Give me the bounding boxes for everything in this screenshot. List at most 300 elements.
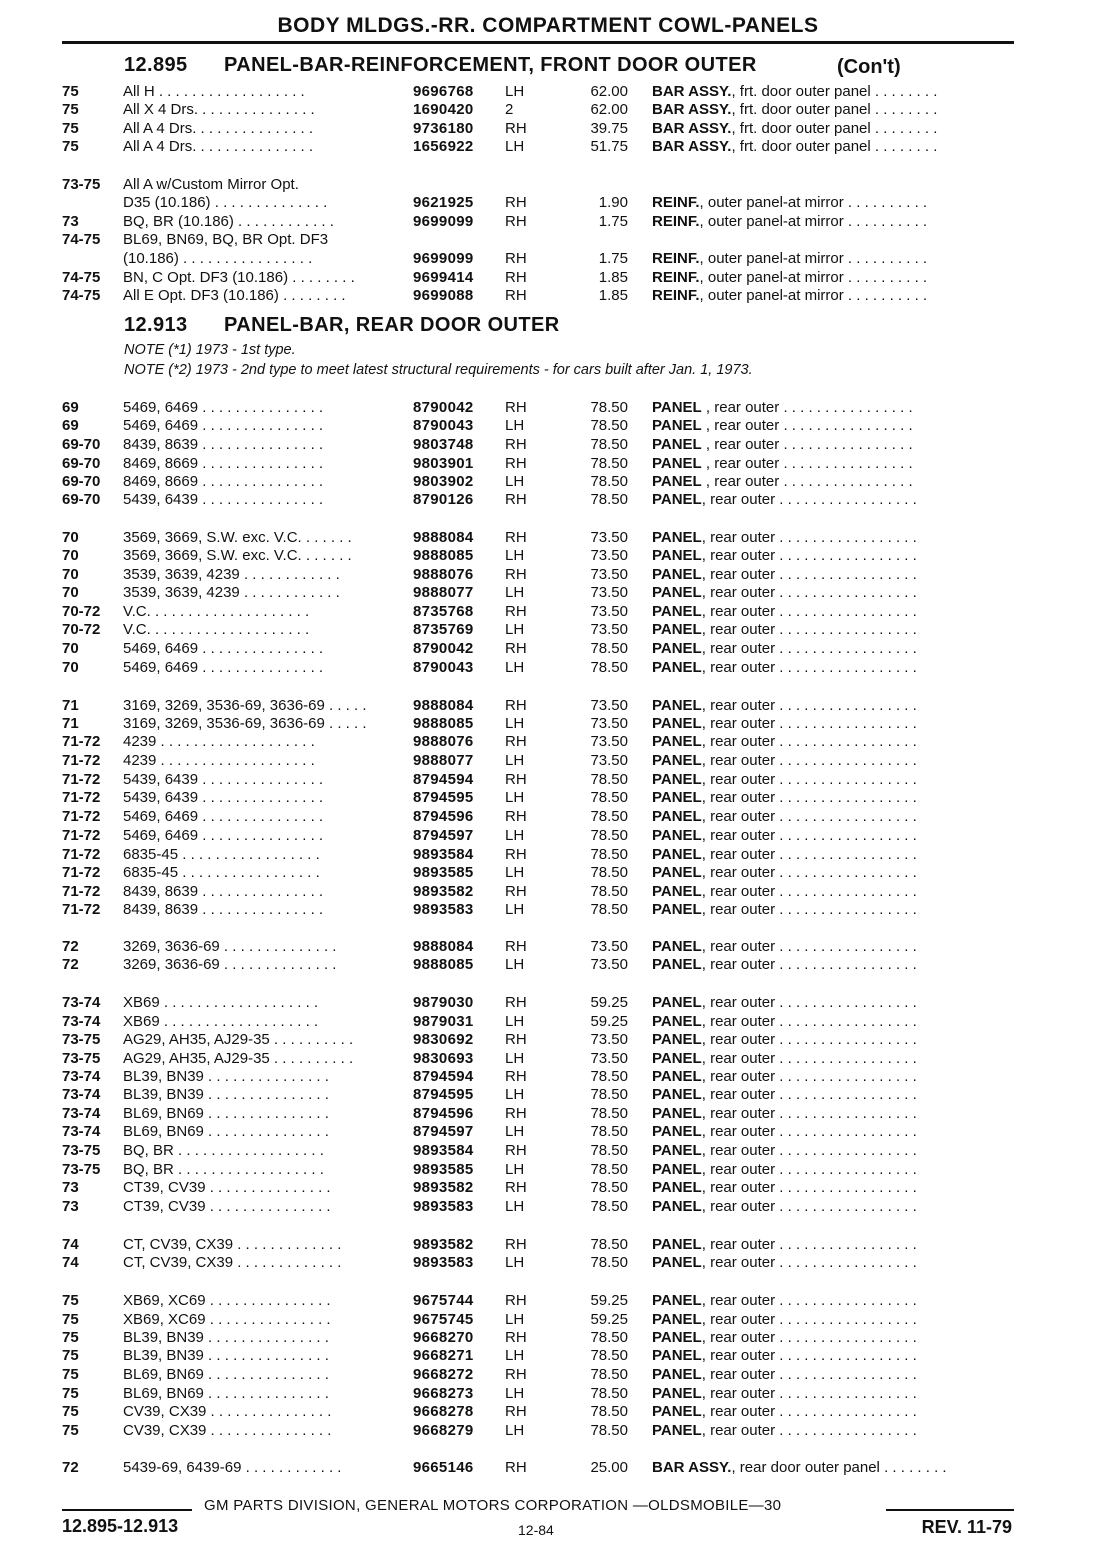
row-price: 78.50 [590,771,628,788]
leader-dots: . . . . . . . . . . . . . . . . [779,399,913,416]
row-description [652,715,1016,733]
row-model-text: 6835-45 [123,864,179,881]
row-description-main: PANEL [652,473,702,490]
row-price: 73.50 [590,956,628,973]
row-price: 73.50 [590,603,628,620]
row-side: RH [505,938,527,955]
row-description-main: PANEL [652,1403,702,1420]
table-row [0,399,1096,417]
leader-dots: . . . . . . . . . . . . . . . [198,417,324,434]
table-row [0,1311,1096,1329]
row-description [652,529,1016,547]
row-model-text: 8439, 8639 [123,883,199,900]
row-model-text: 5469, 6469 [123,399,199,416]
leader-dots: . . . . . . . . . . . . . . . . . [775,1123,917,1140]
row-description [652,1013,1016,1031]
row-model [123,138,391,156]
row-model [123,455,391,473]
row-model [123,436,391,454]
section-continued-label: (Con't) [837,56,901,78]
row-year: 73 [62,213,79,230]
leader-dots: . . . . . . . . . . . . . . . . . [775,994,917,1011]
leader-dots: . . . . . . . . . . [269,1050,354,1067]
row-model [123,1179,391,1197]
row-part-number: 8794596 [413,1105,474,1122]
row-description-rest: , outer panel-at mirror [699,250,844,267]
row-description-rest: , rear outer [701,436,780,453]
row-description-rest: , rear outer [701,529,776,546]
row-year: 72 [62,956,79,973]
row-year: 74-75 [62,231,101,248]
row-description [652,1050,1016,1068]
row-model [123,938,391,956]
row-side: LH [505,659,525,676]
row-description-rest: , rear outer [701,994,776,1011]
table-row [0,640,1096,658]
row-description-main: PANEL [652,529,702,546]
row-year: 73 [62,1179,79,1196]
row-part-number: 9668273 [413,1385,474,1402]
row-year: 75 [62,1329,79,1346]
leader-dots: . . . . . . . . . . . . . [233,1254,342,1271]
leader-dots: . . . . . . . . . . . . . . . . . [775,529,917,546]
table-row [0,231,1096,249]
row-description-main: PANEL [652,697,702,714]
row-year: 75 [62,1366,79,1383]
row-price: 62.00 [590,101,628,118]
row-price: 1.90 [598,194,628,211]
leader-dots: . . . . . . . . . . . . . . . [203,1086,329,1103]
row-model [123,213,391,231]
row-model [123,1236,391,1254]
row-description [652,399,1016,417]
row-year: 73-74 [62,1068,101,1085]
row-model-text: 5439-69, 6439-69 [123,1459,242,1476]
table-row [0,1198,1096,1216]
table-row [0,1347,1096,1365]
leader-dots: . . . . . . . . . . . . . . . . . [775,603,917,620]
leader-dots: . . . . . . . . . . . . [239,584,340,601]
row-price: 1.75 [598,213,628,230]
row-part-number: 9668272 [413,1366,474,1383]
row-model [123,417,391,435]
row-price: 78.50 [590,827,628,844]
row-description [652,101,1016,119]
row-year: 74 [62,1236,79,1253]
leader-dots: . . . . . . . . . . . . . . . [205,1179,331,1196]
row-description-main: PANEL [652,640,702,657]
row-description-rest: , rear outer [701,1068,776,1085]
row-side: RH [505,213,527,230]
row-price: 78.50 [590,1105,628,1122]
row-price: 59.25 [590,1292,628,1309]
table-row [0,566,1096,584]
leader-dots: . . . . . . . . . . . . . . . . . [178,846,320,863]
row-description-main: PANEL [652,659,702,676]
table-row [0,621,1096,639]
table-row [0,1031,1096,1049]
leader-dots: . . . . . . . . . . . . . . [196,138,314,155]
row-year: 70-72 [62,603,101,620]
row-description-rest: , rear outer [701,1198,776,1215]
row-description-rest: , rear outer [701,789,776,806]
leader-dots: . . . . . . . . . . . . . . . [198,491,324,508]
row-description-main: REINF. [652,269,700,286]
row-description-rest: , rear outer [701,715,776,732]
table-row [0,956,1096,974]
leader-dots: . . . . . . . . [278,287,346,304]
section-title: PANEL-BAR-REINFORCEMENT, FRONT DOOR OUTER [224,54,757,76]
leader-dots: . . . . . . . . . . . . . . . [198,771,324,788]
row-description-main: PANEL [652,733,702,750]
leader-dots: . . . . . . . . . . . . . . . . . [775,938,917,955]
row-description-main: PANEL [652,827,702,844]
row-description [652,1311,1016,1329]
table-row [0,752,1096,770]
row-description-main: PANEL [652,1050,702,1067]
row-description [652,213,1016,231]
leader-dots: . . . . . . . . . . . . . . . . . [178,864,320,881]
row-year: 73-75 [62,1050,101,1067]
row-model-text: BL39, BN39 [123,1068,204,1085]
row-part-number: 9893582 [413,883,474,900]
leader-dots: . . . . . . . . [870,83,938,100]
row-description-main: REINF. [652,287,700,304]
row-price: 25.00 [590,1459,628,1476]
row-description [652,827,1016,845]
row-description-main: PANEL [652,938,702,955]
row-price: 78.50 [590,436,628,453]
row-description-rest: , outer panel-at mirror [699,269,844,286]
row-side: RH [505,994,527,1011]
row-year: 71-72 [62,789,101,806]
row-side: LH [505,547,525,564]
row-description-rest: , rear outer [701,808,776,825]
row-price: 1.85 [598,287,628,304]
row-description-rest: , rear outer [701,491,776,508]
row-part-number: 9668278 [413,1403,474,1420]
row-description [652,1347,1016,1365]
row-description-rest: , rear outer [701,455,780,472]
row-year: 71-72 [62,864,101,881]
table-row [0,1385,1096,1403]
row-part-number: 9668279 [413,1422,474,1439]
row-year: 71 [62,697,79,714]
row-description [652,194,1016,212]
leader-dots: . . . . . . . . . . . . . . . . . [775,1385,917,1402]
row-price: 78.50 [590,1198,628,1215]
row-side: RH [505,491,527,508]
row-side: LH [505,864,525,881]
row-year: 69-70 [62,491,101,508]
leader-dots: . . . . . . . . . . . . . . . . . . . [159,1013,319,1030]
row-year: 71-72 [62,901,101,918]
row-side: RH [505,808,527,825]
table-row [0,1292,1096,1310]
row-price: 73.50 [590,938,628,955]
row-description-rest: , outer panel-at mirror [699,287,844,304]
row-part-number: 8794597 [413,827,474,844]
note-line: NOTE (*1) 1973 - 1st type. [124,342,296,358]
leader-dots: . . . . . . . . . . . . . . . . . . [173,1161,324,1178]
leader-dots: . . . . . . . . . . . . . . . . . [775,491,917,508]
row-description-main: PANEL [652,771,702,788]
row-part-number: 8790042 [413,640,474,657]
leader-dots: . . . . . . . . . . . . . . . . . [775,846,917,863]
page-header-title: BODY MLDGS.-RR. COMPARTMENT COWL-PANELS [277,14,819,37]
row-model-text: AG29, AH35, AJ29-35 [123,1031,270,1048]
leader-dots: . . . . . . . . . . . . . [233,1236,342,1253]
footer-section-range: 12.895-12.913 [62,1516,179,1536]
table-row [0,269,1096,287]
section-title: PANEL-BAR, REAR DOOR OUTER [224,314,560,336]
row-side: LH [505,752,525,769]
row-description-main: PANEL [652,621,702,638]
row-price: 78.50 [590,1123,628,1140]
row-description [652,1198,1016,1216]
row-part-number: 9888077 [413,584,474,601]
row-year: 69-70 [62,473,101,490]
leader-dots: . . . . . . . . . . . . . . . . . [775,1068,917,1085]
leader-dots: . . . . . . . . . . [843,269,928,286]
row-part-number: 9888076 [413,733,474,750]
row-description-rest: , rear outer [701,1366,776,1383]
row-year: 73-74 [62,1123,101,1140]
row-model [123,1105,391,1123]
leader-dots: . . . . . . [301,529,352,546]
row-model-text: XB69 [123,994,160,1011]
row-model [123,603,391,621]
row-side: RH [505,287,527,304]
leader-dots: . . . . . . . . . . . . . . . . . [775,1422,917,1439]
row-description-rest: , rear outer [701,566,776,583]
row-model [123,1123,391,1141]
row-description [652,901,1016,919]
row-description [652,808,1016,826]
row-price: 78.50 [590,455,628,472]
row-side: LH [505,827,525,844]
row-description [652,789,1016,807]
row-model [123,547,391,565]
row-model-text: XB69, XC69 [123,1311,206,1328]
row-part-number: 8794594 [413,1068,474,1085]
row-model [123,715,391,733]
row-price: 59.25 [590,1311,628,1328]
row-description-rest: , rear outer [701,752,776,769]
row-part-number: 9736180 [413,120,474,137]
row-price: 1.85 [598,269,628,286]
leader-dots: . . . . . . . . . . [269,1031,354,1048]
row-part-number: 9879030 [413,994,474,1011]
leader-dots: . . . . . . . . . . . . . . . [198,883,324,900]
row-model-text: 3569, 3669, S.W. exc. V.C. [123,547,302,564]
leader-dots: . . . . . . . . . . . . . . . . [178,250,313,267]
leader-dots: . . . . . . . . . . . . . . . . . [775,1161,917,1178]
row-description [652,640,1016,658]
row-side: RH [505,566,527,583]
leader-dots: . . . . . . . . . . . . . . . . . [775,1031,917,1048]
row-description-main: PANEL [652,1347,702,1364]
leader-dots: . . . . . . . . . . . . . . . [198,827,324,844]
table-row [0,1142,1096,1160]
leader-dots: . . . . . . . . . . . . . . [198,101,315,118]
row-description-rest: , rear outer [701,883,776,900]
row-year: 71-72 [62,883,101,900]
row-part-number: 8790043 [413,659,474,676]
table-row [0,715,1096,733]
leader-dots: . . . . . . . . . . . . . . . . . [775,1366,917,1383]
row-model-text: BN, C Opt. DF3 (10.186) [123,269,289,286]
row-description [652,1422,1016,1440]
row-description-rest: , rear outer [701,846,776,863]
row-model [123,994,391,1012]
row-model-text: 8469, 8669 [123,473,199,490]
row-price: 78.50 [590,640,628,657]
section-heading-12913 [124,314,560,337]
leader-dots: . . . . . . . . [870,101,938,118]
row-model [123,1086,391,1104]
row-description [652,83,1016,101]
row-model-text: All A w/Custom Mirror Opt. [123,176,299,193]
row-description [652,1179,1016,1197]
row-model [123,1329,391,1347]
row-description-main: BAR ASSY. [652,1459,732,1476]
leader-dots: . . . . . . . . . . . . . . . . [779,455,913,472]
row-side: LH [505,1086,525,1103]
row-year: 70 [62,584,79,601]
row-model [123,231,391,249]
row-model [123,1050,391,1068]
leader-dots: . . . . . . . . [870,120,938,137]
row-description-rest: , rear outer [701,399,780,416]
row-model-text: (10.186) [123,250,179,267]
row-description-main: PANEL [652,603,702,620]
leader-dots: . . . . . . . . . . . . . . . . . . [173,1142,324,1159]
row-side: RH [505,1236,527,1253]
row-description [652,455,1016,473]
row-part-number: 9675744 [413,1292,474,1309]
leader-dots: . . . . . . . . . . . . . . . . . [775,1086,917,1103]
row-model [123,621,391,639]
row-model [123,491,391,509]
row-description [652,733,1016,751]
table-row [0,1161,1096,1179]
row-price: 78.50 [590,1068,628,1085]
table-row [0,491,1096,509]
table-row [0,1068,1096,1086]
row-model-text: BL69, BN69 [123,1105,204,1122]
row-year: 73-74 [62,1086,101,1103]
table-row [0,194,1096,212]
footer-page-number: 12-84 [518,1522,554,1538]
leader-dots: . . . . . . . . [870,138,938,155]
row-year: 70 [62,659,79,676]
row-model-text: CT, CV39, CX39 [123,1236,234,1253]
row-model [123,566,391,584]
row-model [123,1422,391,1440]
row-price: 59.25 [590,994,628,1011]
row-side: LH [505,715,525,732]
row-description [652,1086,1016,1104]
row-description-rest: , rear outer [701,640,776,657]
row-year: 75 [62,83,79,100]
row-description-main: BAR ASSY. [652,120,732,137]
row-description-main: PANEL [652,1123,702,1140]
row-price: 78.50 [590,659,628,676]
leader-dots: . . . . . . . . . . . . . . . . . [775,1105,917,1122]
row-description-rest: , rear outer [701,1385,776,1402]
row-description-main: PANEL [652,1086,702,1103]
row-description-main: PANEL [652,864,702,881]
row-price: 62.00 [590,83,628,100]
row-price: 73.50 [590,752,628,769]
row-description-main: PANEL [652,1311,702,1328]
row-model-text: XB69, XC69 [123,1292,206,1309]
row-description-rest: , rear outer [701,1329,776,1346]
row-model [123,1068,391,1086]
row-description-main: PANEL [652,901,702,918]
leader-dots: . . . . . . . . . . . . . . . . [779,436,913,453]
row-side: RH [505,883,527,900]
row-description-main: PANEL [652,808,702,825]
row-year: 75 [62,1403,79,1420]
row-description-rest: , rear outer [701,771,776,788]
table-row [0,938,1096,956]
row-model [123,1459,391,1477]
table-row [0,83,1096,101]
row-model-text: 4239 [123,733,157,750]
row-model [123,771,391,789]
row-side: RH [505,269,527,286]
row-model [123,901,391,919]
leader-dots: . . . . . . . . . . . . . . . [205,1292,331,1309]
row-price: 78.50 [590,1179,628,1196]
row-model [123,697,391,715]
row-description-main: PANEL [652,846,702,863]
row-side: RH [505,1068,527,1085]
row-description [652,1123,1016,1141]
row-model-text: BL39, BN39 [123,1086,204,1103]
row-description-main: PANEL [652,752,702,769]
row-side: LH [505,138,525,155]
row-model-text: BQ, BR [123,1142,174,1159]
row-model-text: All E Opt. DF3 (10.186) [123,287,279,304]
row-side: LH [505,1422,525,1439]
row-model-text: CT39, CV39 [123,1179,206,1196]
row-year: 75 [62,1385,79,1402]
row-description-main: PANEL [652,1031,702,1048]
table-row [0,176,1096,194]
row-year: 73-75 [62,1161,101,1178]
row-model [123,1347,391,1365]
row-description-rest: , rear outer [701,1422,776,1439]
row-description-rest: , outer panel-at mirror [699,194,844,211]
leader-dots: . . . . . . . . . . . . . . . . . [775,1142,917,1159]
row-price: 78.50 [590,1161,628,1178]
table-row [0,659,1096,677]
row-side: LH [505,1198,525,1215]
row-side: RH [505,697,527,714]
row-part-number: 8735768 [413,603,474,620]
row-price: 78.50 [590,1422,628,1439]
row-description-rest: , rear outer [701,1403,776,1420]
row-part-number: 8794595 [413,789,474,806]
leader-dots: . . . . . . . . . . . . . . [219,938,337,955]
row-side: RH [505,640,527,657]
row-year: 73 [62,1198,79,1215]
row-description [652,436,1016,454]
row-year: 73-75 [62,1142,101,1159]
